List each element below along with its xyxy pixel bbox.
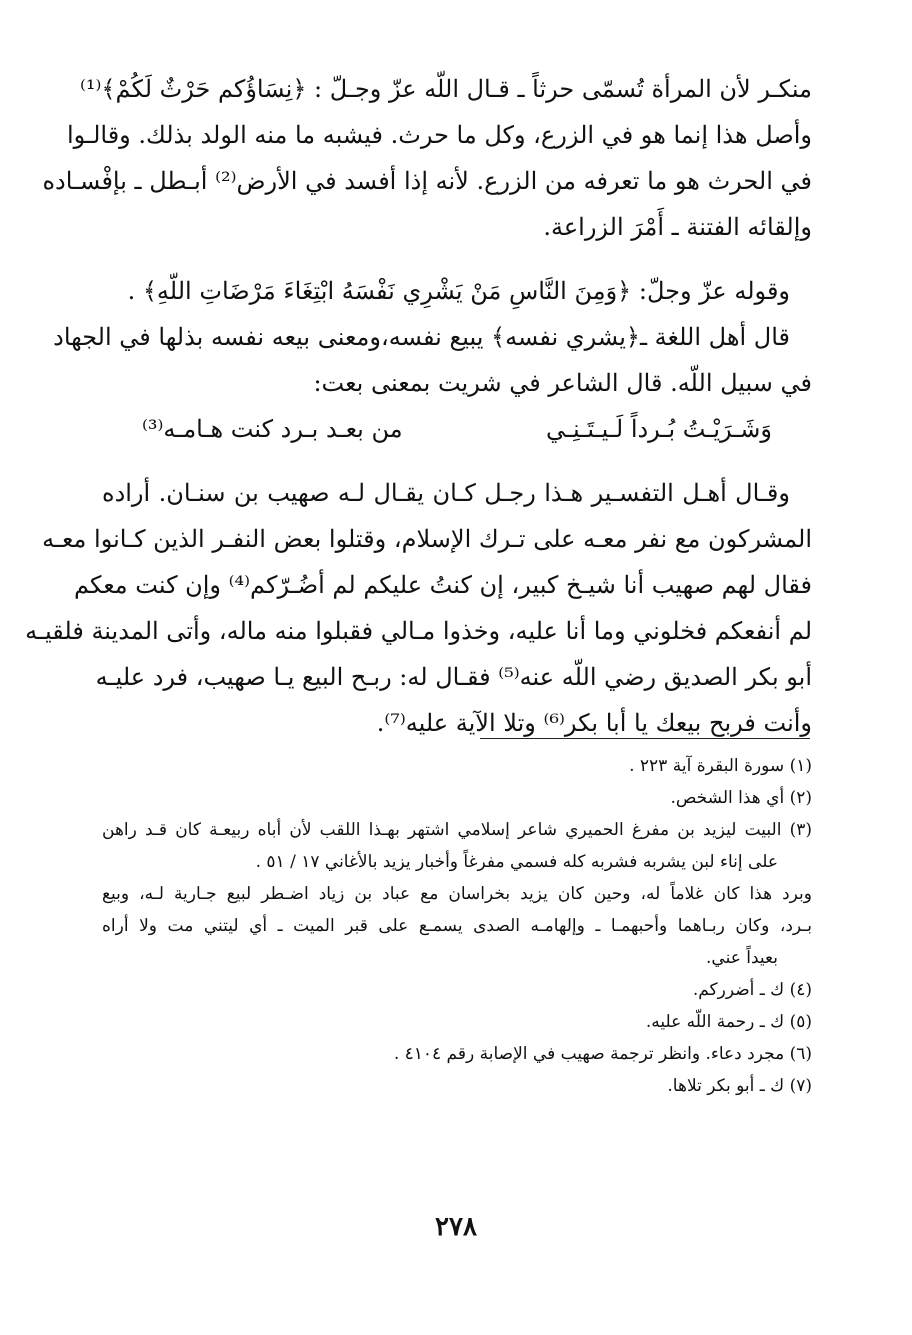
text-line: في الحرث هو ما تعرفه من الزرع. لأنه إذا أفسد في الأرض⁽²⁾ أبـطل ـ بإفْسـاده	[42, 167, 812, 195]
second-hemistich: من بعـد بـرد كنت هـامـه⁽³⁾	[142, 415, 403, 443]
footnote: (٦) مجرد دعاء. وانظر ترجمة صهيب في الإصابة رقم ٤١٠٤ .	[393, 1044, 812, 1064]
footnote-continuation: بعيداً عني.	[706, 948, 778, 968]
text-line: وإلقائه الفتنة ـ أَمْرَ الزراعة.	[543, 213, 812, 241]
text-line: فقال لهم صهيب أنا شيـخ كبير، إن كنتُ عليكم لم أضُـرّكم⁽⁴⁾ وإن كنت معكم	[73, 571, 812, 599]
footnote: (١) سورة البقرة آية ٢٢٣ .	[629, 756, 812, 776]
footnote: (٥) ك ـ رحمة اللّه عليه.	[645, 1012, 812, 1032]
poetry-verse	[102, 406, 812, 452]
text-line: وأصل هذا إنما هو في الزرع، وكل ما حرث. فيشبه ما منه الولد بذلك. وقالـوا	[66, 121, 812, 149]
text-line: لم أنفعكم فخلوني وما أنا عليه، وخذوا مـالي فقبلوا منه ماله، وأتى المدينة فلقيـه	[25, 617, 812, 645]
footnote-continuation: وبرد هذا كان غلاماً له، وحين كان يزيد بخراسان مع عباد بن زياد اضـطر لبيع جـارية لـه، وبيع	[102, 884, 812, 904]
text-line: أبو بكر الصديق رضي اللّه عنه⁽⁵⁾ فقـال له: ربـح البيع يـا صهيب، فرد عليـه	[95, 663, 812, 691]
text-line: قال أهل اللغة ـ﴿يشري نفسه﴾ يبيع نفسه،ومعنى بيعه نفسه بذلها في الجهاد	[53, 323, 790, 351]
text-line: وقـال أهـل التفسـير هـذا رجـل كـان يقـال لـه صهيب بن سنـان. أراده	[102, 479, 790, 507]
footnote-separator	[480, 738, 810, 739]
quran-verse-line: وقوله عزّ وجلّ: ﴿وَمِنَ النَّاسِ مَنْ يَشْرِي نَفْسَهُ ابْتِغَاءَ مَرْضَاتِ اللّهِ﴾ .	[127, 277, 790, 305]
footnotes	[102, 750, 812, 1102]
text-line: المشركون مع نفر معـه على تـرك الإسلام، وقتلوا بعض النفـر الذين كـانوا معـه	[42, 525, 812, 553]
page-number: ٢٧٨	[435, 1212, 477, 1242]
text-line: منكـر لأن المرأة تُسمّى حرثاً ـ قـال اللّه عزّ وجـلّ : ﴿نِسَاؤُكم حَرْثٌ لَكُمْ﴾⁽¹⁾	[79, 75, 812, 103]
footnote-continuation: بـرد، وكان ربـاهما وأحبهمـا ـ وإلهامـه الصدى يسمـع على قبر الميت ـ أي ليتني مت ولا أراه	[102, 916, 812, 936]
footnote: (٣) البيت ليزيد بن مفرغ الحميري شاعر إسلامي اشتهر بهـذا اللقب لأن أباه ربيعـة كان قـد راهن	[102, 820, 812, 840]
text-line: في سبيل اللّه. قال الشاعر في شريت بمعنى بعت:	[313, 369, 812, 397]
first-hemistich: وَشَـرَيْـتُ بُـرداً لَـيـتَـنِـي	[546, 415, 772, 443]
footnote: (٢) أي هذا الشخص.	[670, 788, 812, 808]
main-text	[25, 66, 812, 746]
paragraph-gap	[102, 452, 812, 470]
footnote-continuation: على إناء لبن يشربه فشربه كله فسمي مفرغاً وأخبار يزيد بالأغاني ١٧ / ٥١ .	[255, 852, 778, 872]
footnote: (٤) ك ـ أضرركم.	[692, 980, 812, 1000]
text-line: وأنت فربح بيعك يا أبا بكر⁽⁶⁾ وتلا الآية عليه⁽⁷⁾.	[376, 709, 812, 737]
paragraph-gap	[102, 250, 812, 268]
footnote: (٧) ك ـ أبو بكر تلاها.	[667, 1076, 812, 1096]
